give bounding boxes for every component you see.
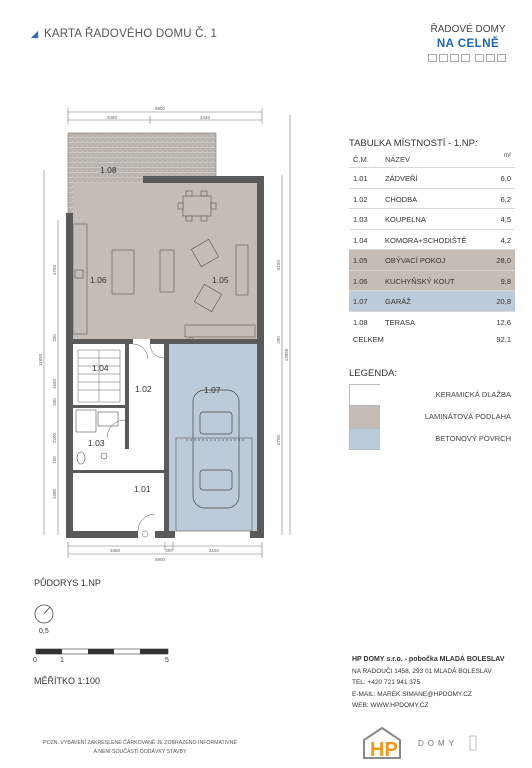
dim-top-right: 3440: [199, 115, 211, 120]
scale-tick-5: 5: [165, 657, 169, 664]
garage-area: [169, 344, 257, 531]
room-table: [349, 152, 515, 349]
scale-label: MĚŘÍTKO 1:100: [34, 676, 101, 686]
dim-left-a: 4750: [52, 264, 57, 276]
north-arrow-icon: [30, 600, 70, 640]
room-number: 1.05: [353, 256, 368, 265]
dim-right-b: 250: [276, 336, 281, 344]
room-table-title: TABULKA MÍSTNOSTÍ - 1.NP:: [349, 138, 478, 149]
legend-label: KERAMICKÁ DLAŽBA: [435, 390, 511, 399]
room-number: 1.07: [353, 297, 368, 306]
legend-title: LEGENDA:: [349, 368, 398, 379]
table-row: [349, 167, 515, 188]
room-area: 6,2: [500, 194, 511, 204]
dim-bottom-right: 3150: [208, 548, 220, 553]
room-label-107: 1.07: [204, 385, 221, 395]
table-row: [349, 270, 515, 291]
footer-note-line2: A NENÍ SOUČÁSTÍ DODÁVKY STAVBY: [93, 749, 187, 755]
total-label: CELKEM: [353, 335, 384, 344]
legend-swatch: [349, 384, 380, 406]
header-arrow-icon: [30, 30, 39, 39]
table-row: [349, 188, 515, 209]
room-area: 9,8: [500, 276, 511, 286]
room-number: 1.08: [353, 317, 368, 327]
room-number: 1.01: [353, 174, 368, 183]
brand-line1: ŘADOVÉ DOMY: [430, 24, 506, 35]
company-info: [352, 654, 504, 712]
legend-item: [349, 384, 515, 404]
legend-swatch: [349, 406, 380, 428]
company-web[interactable]: WEB: WWW.HPDOMY.CZ: [352, 702, 429, 709]
col-name: NÁZEV: [385, 155, 411, 164]
dim-right-a: 6150: [276, 259, 281, 271]
dim-left-d: 200: [52, 398, 57, 406]
total-value: 92,1: [496, 335, 511, 344]
legend-swatch: [349, 428, 380, 450]
logo-domy: DOMY: [418, 739, 458, 748]
room-label-101: 1.01: [134, 484, 151, 494]
brand-line2: NA CELNĚ: [436, 38, 500, 50]
room-name: KUCHYŇSKÝ KOUT: [385, 276, 455, 286]
room-name: KOUPELNA: [385, 215, 426, 224]
room-area: 28,0: [496, 256, 511, 265]
company-email[interactable]: E-MAIL: MAREK.SIMANE@HPDOMY.CZ: [352, 690, 472, 698]
room-label-105: 1.05: [212, 275, 229, 285]
room-label-103: 1.03: [88, 438, 105, 448]
room-name: TERASA: [385, 317, 416, 327]
room-name: GARÁŽ: [385, 297, 411, 306]
room-name: CHODBA: [385, 194, 418, 204]
company-phone: TEL: +420 721 941 375: [352, 679, 421, 686]
company-logo: [360, 722, 510, 764]
dim-left-g: 1580: [52, 488, 57, 500]
legend-item: [349, 406, 515, 426]
room-number: 1.04: [353, 235, 368, 245]
room-label-102: 1.02: [135, 384, 152, 394]
dim-left-f: 100: [52, 456, 57, 464]
dim-right-total: 13850: [284, 348, 289, 362]
room-area: 4,2: [500, 235, 511, 245]
dim-left-total: 11850: [38, 353, 43, 367]
dim-left-e: 2300: [52, 432, 57, 444]
stairs-icon: [78, 350, 120, 402]
col-number: Č.M.: [353, 155, 369, 164]
legend-label: LAMINÁTOVÁ PODLAHA: [424, 412, 511, 421]
table-row: [349, 208, 515, 229]
brand-decoration: [428, 54, 508, 62]
dim-top-total: 6900: [154, 106, 166, 111]
north-value: 0,5: [39, 628, 49, 635]
room-area: 20,8: [496, 297, 511, 306]
dim-bottom-left: 3450: [109, 548, 121, 553]
col-area: m²: [504, 153, 511, 159]
plan-title: PŮDORYS 1.NP: [34, 578, 101, 588]
room-label-106: 1.06: [90, 275, 107, 285]
floor-plan: [30, 100, 340, 570]
room-label-104: 1.04: [92, 363, 109, 373]
footer-note-line1: POZN. VYBAVENÍ ZAKRESLENÉ ČÁRKOVANĚ JE ZOBRAZENO INFORMATIVNĚ: [43, 740, 237, 746]
room-number: 1.06: [353, 276, 368, 286]
dim-bottom-mid: 300: [165, 548, 173, 553]
dim-top-left: 3460: [106, 115, 118, 120]
table-row: [349, 249, 515, 270]
table-row: [349, 229, 515, 250]
page-title: KARTA ŘADOVÉHO DOMU Č. 1: [44, 28, 218, 40]
room-area: 6,0: [500, 174, 511, 183]
scale-tick-1: 1: [60, 657, 64, 664]
table-row: [349, 311, 515, 332]
room-area: 4,5: [500, 215, 511, 224]
room-area: 12,6: [496, 317, 511, 327]
company-name: HP DOMY s.r.o. - pobočka MLADÁ BOLESLAV: [352, 656, 505, 663]
dim-bottom-total: 6900: [154, 557, 166, 562]
room-number: 1.02: [353, 194, 368, 204]
room-number: 1.03: [353, 215, 368, 224]
room-name: KOMORA+SCHODIŠTĚ: [385, 235, 467, 245]
room-table-header: [349, 152, 515, 167]
dim-left-b: 250: [52, 334, 57, 342]
logo-hp: HP: [370, 739, 398, 761]
table-row: [349, 290, 515, 311]
company-address: NA RADOUČI 1458, 293 01 MLADÁ BOLESLAV: [352, 667, 492, 675]
dim-right-c: 6700: [276, 434, 281, 446]
room-name: OBÝVACÍ POKOJ: [385, 256, 446, 265]
scale-bar: [30, 645, 180, 675]
bathroom-fixtures: [76, 410, 118, 464]
legend-label: BETONOVÝ POVRCH: [435, 434, 511, 443]
scale-tick-0: 0: [33, 657, 37, 664]
room-name: ZÁDVEŘÍ: [385, 174, 418, 183]
room-table-total: [349, 331, 515, 349]
footer-note: [40, 739, 240, 757]
dim-left-c: 1650: [52, 378, 57, 390]
room-label-108: 1.08: [100, 165, 117, 175]
legend-item: [349, 428, 515, 448]
